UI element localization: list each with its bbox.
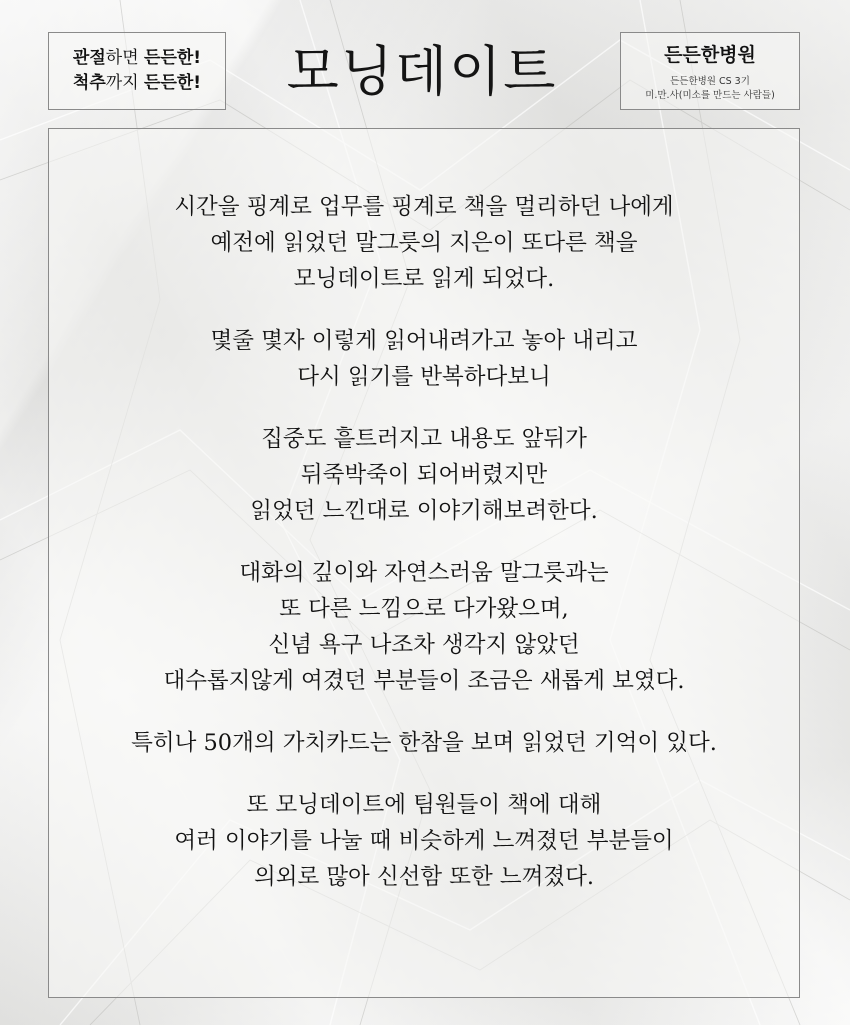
slogan-connector: 하면 [105, 48, 145, 68]
essay-line: 특히나 50개의 가치카드는 한참을 보며 읽었던 기억이 있다. [131, 730, 717, 756]
essay-paragraph [49, 787, 799, 895]
essay-line: 대수롭지않게 여겼던 부분들이 조금은 새롭게 보였다. [163, 668, 685, 694]
essay-line: 몇줄 몇자 이렇게 읽어내려가고 놓아 내리고 [210, 328, 638, 354]
slogan-keyword: 척추 [72, 73, 106, 93]
slogan-line-1 [73, 46, 201, 71]
essay-paragraph [49, 555, 799, 699]
essay-paragraph [49, 421, 799, 529]
essay-line: 다시 읽기를 반복하다보니 [297, 364, 551, 390]
essay-line: 신념 욕구 나조차 생각지 않았던 [268, 632, 580, 658]
slogan-phrase: 든든한! [144, 48, 202, 68]
essay-line: 의외로 많아 신선함 또한 느껴졌다. [253, 864, 595, 890]
slogan-line-2 [73, 71, 201, 96]
essay-line: 대화의 깊이와 자연스러움 말그릇과는 [239, 560, 609, 586]
hospital-name: 든든한병원 [664, 44, 756, 66]
hospital-team-description: 미.만.사(미소를 만드는 사람들) [645, 90, 775, 101]
essay-paragraph [49, 725, 799, 761]
essay-line: 뒤죽박죽이 되어버렸지만 [300, 462, 548, 488]
essay-paragraph [49, 189, 799, 297]
essay-line: 여러 이야기를 나눌 때 비슷하게 느껴졌던 부분들이 [174, 828, 674, 854]
page-title: 모닝데이트 [286, 40, 558, 103]
slogan-phrase: 든든한! [144, 73, 202, 93]
hospital-box [620, 32, 800, 110]
essay-line: 또 모닝데이트에 팀원들이 책에 대해 [246, 792, 602, 818]
essay-line: 시간을 핑계로 업무를 핑계로 책을 멀리하던 나에게 [174, 194, 674, 220]
essay-line: 모닝데이트로 읽게 되었다. [293, 266, 555, 292]
slogan-box [48, 32, 226, 110]
essay-line: 집중도 흩트러지고 내용도 앞뒤가 [261, 426, 587, 452]
essay-body [49, 189, 799, 921]
slogan-keyword: 관절 [72, 48, 106, 68]
essay-line: 읽었던 느낀대로 이야기해보려한다. [250, 498, 598, 524]
hospital-team: 든든한병원 CS 3기 [670, 76, 750, 87]
slogan-connector: 까지 [105, 73, 145, 93]
essay-line: 예전에 읽었던 말그릇의 지은이 또다른 책을 [210, 230, 638, 256]
essay-line: 또 다른 느낌으로 다가왔으며, [279, 596, 569, 622]
essay-paragraph [49, 323, 799, 395]
essay-box [48, 128, 800, 998]
